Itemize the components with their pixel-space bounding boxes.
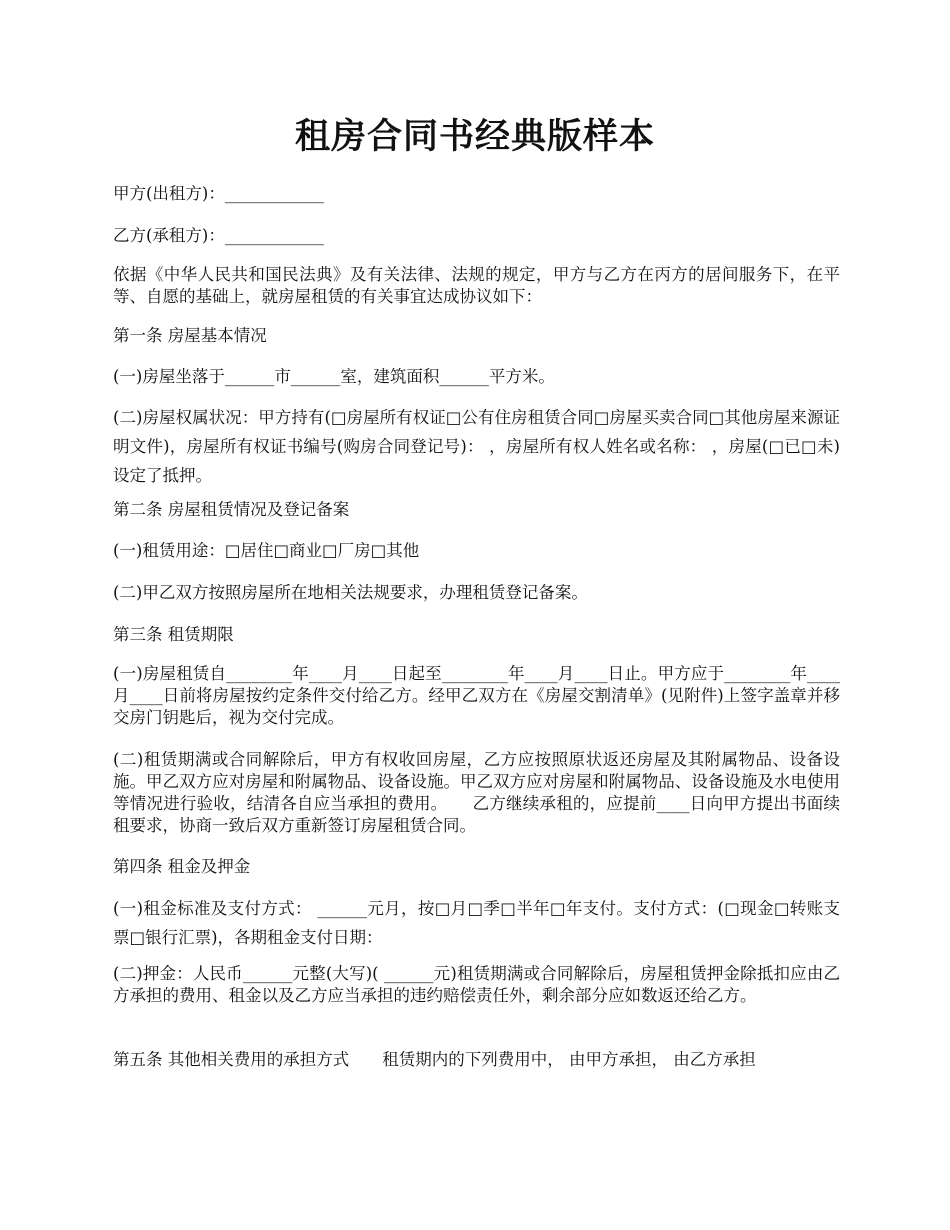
- article-5-line: 第五条 其他相关费用的承担方式 租赁期内的下列费用中， 由甲方承担， 由乙方承担: [113, 1050, 756, 1069]
- article-1-heading: 第一条 房屋基本情况: [113, 326, 267, 345]
- preamble-paragraph: 依据《中华人民共和国民法典》及有关法律、法规的规定，甲方与乙方在丙方的居间服务下，在平等、自愿的基础上，就房屋租赁的有关事宜达成协议如下：: [113, 265, 840, 306]
- article-3-item-2: (二)租赁期满或合同解除后，甲方有权收回房屋，乙方应按照原状返还房屋及其附属物品、设备设施。甲乙双方应对房屋和附属物品、设备设施。甲乙双方应对房屋和附属物品、设备设施及水电使用等情况进行验收，结清各自应当承担的费用。 乙方继续承租的，应提前____日向甲方提出书面续租要求，协商一致后双方重新签订房屋租赁合同。: [113, 750, 840, 835]
- article-2-heading: 第二条 房屋租赁情况及登记备案: [113, 500, 350, 519]
- party-b-line: 乙方(承租方)：____________: [113, 226, 324, 245]
- article-2-item-1: (一)租赁用途：□居住□商业□厂房□其他: [113, 541, 420, 560]
- article-1-item-2: (二)房屋权属状况：甲方持有(□房屋所有权证□公有住房租赁合同□房屋买卖合同□其他房屋来源证明文件)，房屋所有权证书编号(购房合同登记号)： ，房屋所有权人姓名或名称： ，房屋(□已□未)设定了抵押。: [113, 408, 840, 485]
- document-title: 租房合同书经典版样本: [294, 116, 655, 157]
- article-3-heading: 第三条 租赁期限: [113, 625, 234, 644]
- article-4-item-1: (一)租金标准及支付方式： ______元月，按□月□季□半年□年支付。支付方式：(□现金□转账支票□银行汇票)，各期租金支付日期：: [113, 899, 840, 947]
- article-4-heading: 第四条 租金及押金: [113, 857, 251, 876]
- article-4-item-2: (二)押金：人民币______元整(大写)( ______元)租赁期满或合同解除后，房屋租赁押金除抵扣应由乙方承担的费用、租金以及乙方应当承担的违约赔偿责任外，剩余部分应如数返还给乙方。: [113, 964, 840, 1005]
- article-1-item-1: (一)房屋坐落于______市______室，建筑面积______平方米。: [113, 367, 555, 386]
- party-a-line: 甲方(出租方)：____________: [113, 184, 324, 203]
- article-2-item-2: (二)甲乙双方按照房屋所在地相关法规要求，办理租赁登记备案。: [113, 583, 588, 602]
- article-3-item-1: (一)房屋租赁自________年____月____日起至________年____月____日止。甲方应于________年____月____日前将房屋按约定条件交付给乙方。经甲乙双方在《房屋交割清单》(见附件)上签字盖章并移交房门钥匙后，视为交付完成。: [113, 664, 840, 727]
